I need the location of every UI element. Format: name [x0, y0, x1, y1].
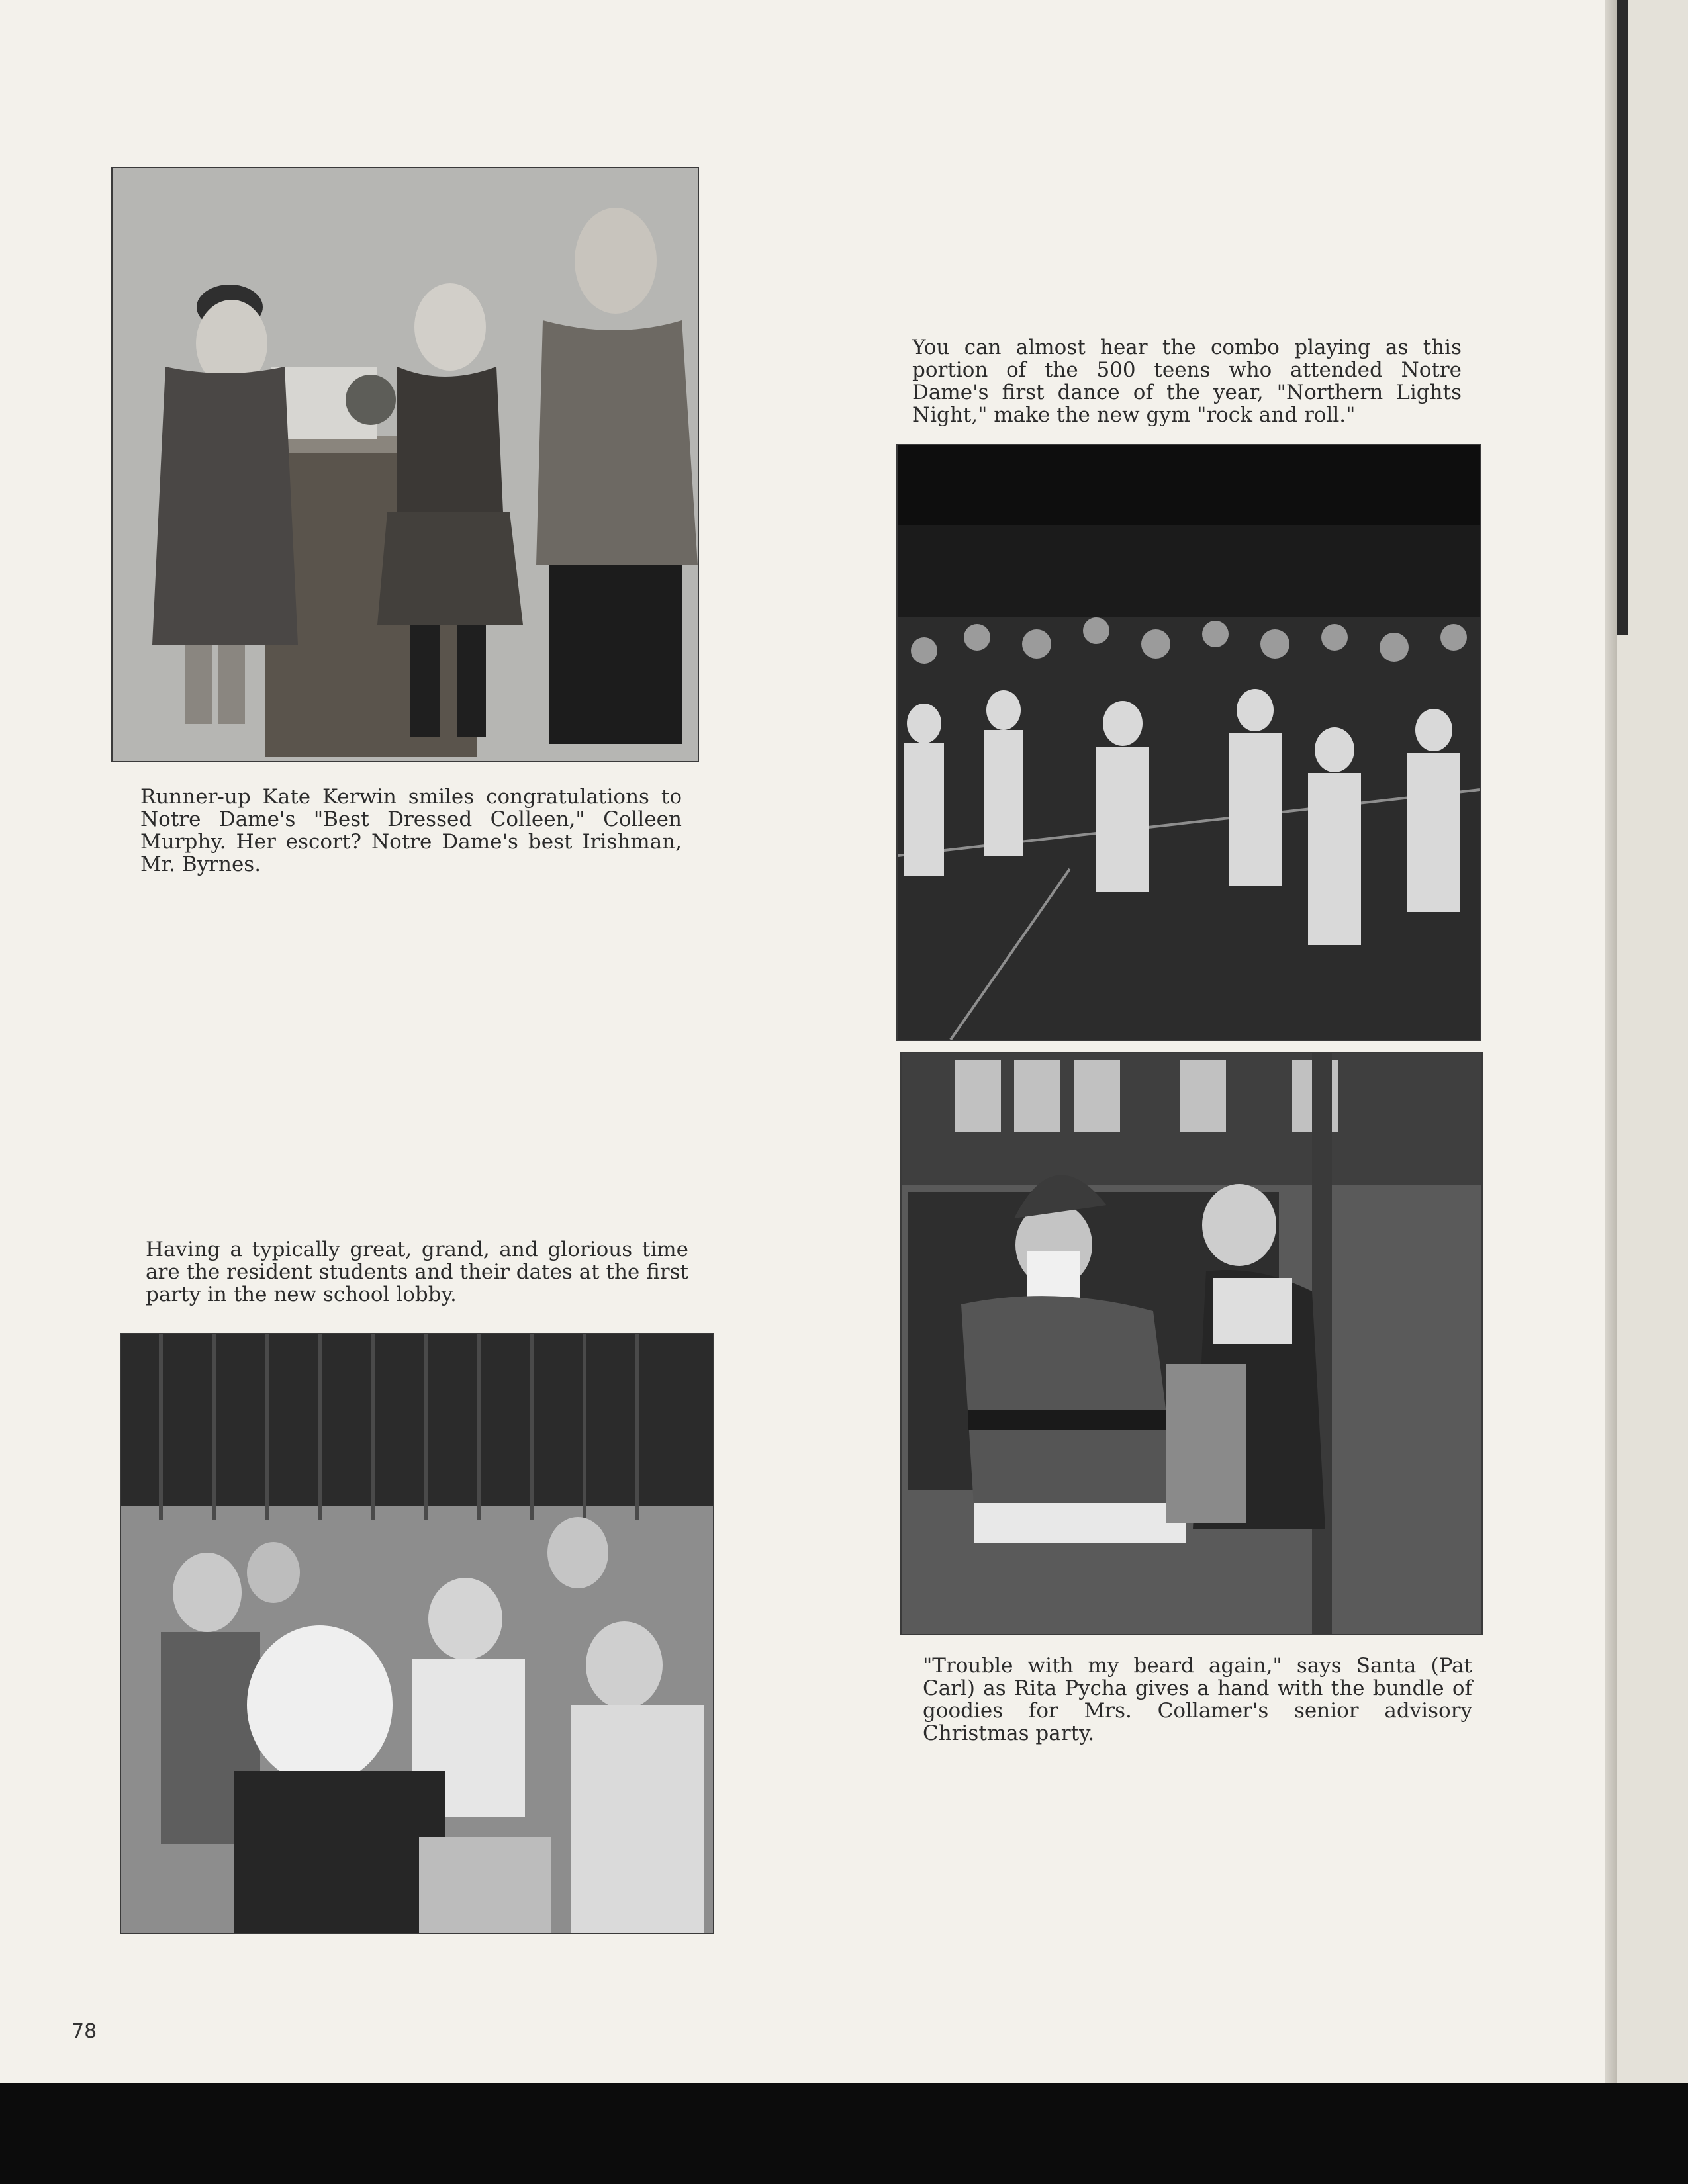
photo-santa-christmas-party	[902, 1053, 1481, 1634]
scan-bottom-edge	[0, 2083, 1688, 2184]
cover-edge	[1617, 0, 1628, 635]
photo-school-lobby-party	[121, 1334, 713, 1933]
caption-best-dressed-colleen: Runner-up Kate Kerwin smiles congratulations to Notre Dame's "Best Dressed Colleen," Colleen Murphy. Her escort? Notre Dame's best Irishman, Mr. Byrnes.	[140, 785, 682, 876]
photo-gym-dance	[898, 445, 1480, 1040]
page-gutter	[1605, 0, 1617, 2083]
caption-santa-trouble-with-beard: "Trouble with my beard again," says Santa (Pat Carl) as Rita Pycha gives a hand with the bundle of goodies for Mrs. Collamer's senior advisory Christmas party.	[923, 1654, 1472, 1745]
caption-northern-lights-night: You can almost hear the combo playing as this portion of the 500 teens who attended Notre Dame's first dance of the year, "Northern Lights Night," make the new gym "rock and roll."	[912, 336, 1462, 427]
book-binding	[1617, 0, 1688, 2083]
page-number: 78	[71, 2020, 97, 2043]
caption-school-lobby-party: Having a typically great, grand, and glorious time are the resident students and their dates at the first party in the new school lobby.	[146, 1238, 688, 1306]
photo-best-dressed-colleen	[113, 168, 698, 761]
